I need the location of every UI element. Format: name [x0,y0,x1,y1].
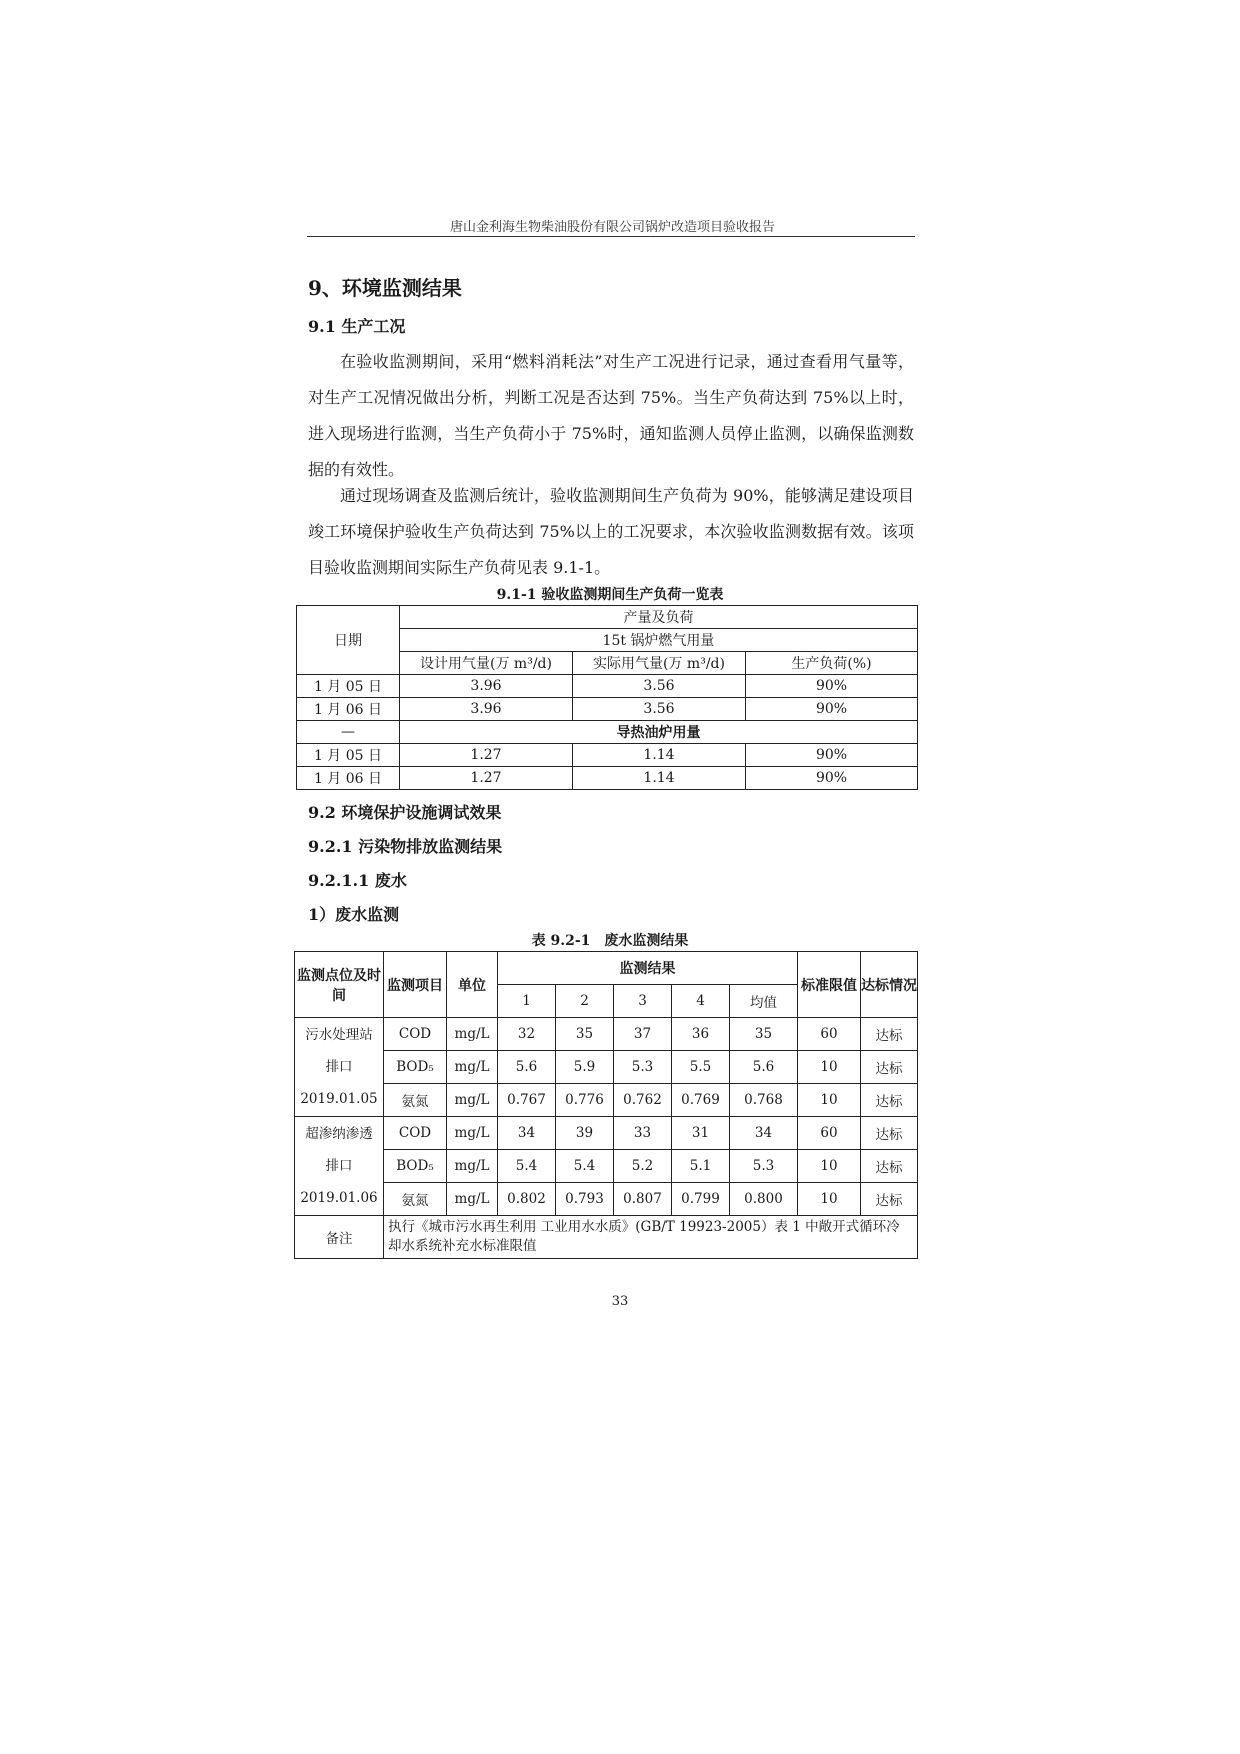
mean-cell: 5.6 [730,1051,798,1084]
date-header: 日期 [297,606,400,675]
table-9-2-1-caption: 表 9.2-1 废水监测结果 [531,933,689,949]
value-cell: 0.762 [614,1084,672,1117]
section-9-2-1-1-heading: 9.2.1.1 废水 [308,871,407,890]
design-gas-header: 设计用气量(万 m³/d) [400,652,573,675]
value-cell: 32 [498,1018,556,1051]
page-number: 33 [611,1294,629,1309]
design-cell: 3.96 [400,698,573,721]
dash-cell: — [297,721,400,744]
limit-cell: 60 [798,1117,861,1150]
limit-cell: 10 [798,1183,861,1216]
status-cell: 达标 [861,1051,918,1084]
limit-cell: 60 [798,1018,861,1051]
load-header: 生产负荷(%) [746,652,918,675]
table-row [295,1018,918,1051]
sub-col-header: 均值 [730,985,798,1018]
actual-gas-header: 实际用气量(万 m³/d) [573,652,746,675]
item-cell: COD [384,1117,447,1150]
table-row [297,698,918,721]
results-header: 监测结果 [498,952,798,985]
mean-cell: 5.3 [730,1150,798,1183]
load-cell: 90% [746,744,918,767]
value-cell: 0.769 [672,1084,730,1117]
status-cell: 达标 [861,1183,918,1216]
item-cell: 氨氮 [384,1084,447,1117]
value-cell: 0.767 [498,1084,556,1117]
unit-cell: mg/L [447,1183,498,1216]
site-line: 排口 [325,1158,353,1174]
paragraph-1: 在验收监测期间，采用“燃料消耗法”对生产工况进行记录，通过查看用气量等，对生产工况情况做出分析，判断工况是否达到 75%。当生产负荷达到 75%以上时，进入现场进行监测，当生产负荷小于 75%时，通知监测人员停止监测，以确保监测数据的有效性。 [308,352,914,479]
table-row [295,1183,918,1216]
value-cell: 5.4 [556,1150,614,1183]
production-load-table [296,605,918,790]
status-cell: 达标 [861,1117,918,1150]
mean-cell: 34 [730,1117,798,1150]
section-9-heading: 9、环境监测结果 [308,276,462,300]
status-cell: 达标 [861,1084,918,1117]
note-label: 备注 [295,1216,384,1259]
wastewater-monitoring-table [294,951,918,1259]
date-cell: 1 月 05 日 [297,675,400,698]
limit-header: 标准限值 [798,952,861,1018]
site-cell [295,1018,384,1117]
value-cell: 34 [498,1117,556,1150]
sub-col-header: 2 [556,985,614,1018]
table-9-1-1-caption: 9.1-1 验收监测期间生产负荷一览表 [496,587,724,603]
table-row [295,1117,918,1150]
value-cell: 0.802 [498,1183,556,1216]
date-cell: 1 月 05 日 [297,744,400,767]
value-cell: 5.1 [672,1150,730,1183]
actual-cell: 3.56 [573,675,746,698]
site-line: 排口 [325,1059,353,1075]
value-cell: 0.807 [614,1183,672,1216]
sub-col-header: 3 [614,985,672,1018]
section-9-2-heading: 9.2 环境保护设施调试效果 [308,803,502,822]
table-row [295,1051,918,1084]
paragraph-2: 通过现场调查及监测后统计，验收监测期间生产负荷为 90%，能够满足建设项目竣工环境保护验收生产负荷达到 75%以上的工况要求，本次验收监测数据有效。该项目验收监测期间实际生产负荷见表 9.1-1。 [308,486,914,577]
actual-cell: 1.14 [573,744,746,767]
actual-cell: 3.56 [573,698,746,721]
status-cell: 达标 [861,1150,918,1183]
value-cell: 5.3 [614,1051,672,1084]
header-rule [307,236,915,237]
load-cell: 90% [746,767,918,790]
value-cell: 5.6 [498,1051,556,1084]
mean-cell: 35 [730,1018,798,1051]
limit-cell: 10 [798,1150,861,1183]
status-header: 达标情况 [861,952,918,1018]
mean-cell: 0.768 [730,1084,798,1117]
unit-cell: mg/L [447,1150,498,1183]
value-cell: 5.9 [556,1051,614,1084]
site-line: 超渗纳渗透 [305,1126,373,1142]
item-cell: COD [384,1018,447,1051]
date-cell: 1 月 06 日 [297,767,400,790]
value-cell: 33 [614,1117,672,1150]
table-row [295,1084,918,1117]
site-cell [295,1117,384,1216]
boiler-header: 15t 锅炉燃气用量 [400,629,918,652]
value-cell: 36 [672,1018,730,1051]
site-line: 污水处理站 [305,1027,373,1043]
actual-cell: 1.14 [573,767,746,790]
section-9-2-1-heading: 9.2.1 污染物排放监测结果 [308,837,503,856]
site-line: 2019.01.05 [300,1091,378,1107]
section-9-1-heading: 9.1 生产工况 [308,317,406,336]
value-cell: 5.2 [614,1150,672,1183]
limit-cell: 10 [798,1084,861,1117]
design-cell: 1.27 [400,767,573,790]
table-row [297,767,918,790]
unit-cell: mg/L [447,1084,498,1117]
value-cell: 37 [614,1018,672,1051]
oil-header: 导热油炉用量 [400,721,918,744]
site-header: 监测点位及时间 [295,952,384,1018]
unit-cell: mg/L [447,1018,498,1051]
item-header: 监测项目 [384,952,447,1018]
value-cell: 5.5 [672,1051,730,1084]
value-cell: 0.793 [556,1183,614,1216]
site-line: 2019.01.06 [300,1190,378,1206]
status-cell: 达标 [861,1018,918,1051]
load-cell: 90% [746,698,918,721]
table-row [295,1150,918,1183]
sub-col-header: 4 [672,985,730,1018]
item-1-heading: 1）废水监测 [308,905,400,924]
design-cell: 3.96 [400,675,573,698]
group-header: 产量及负荷 [400,606,918,629]
table-row [297,744,918,767]
value-cell: 0.776 [556,1084,614,1117]
sub-col-header: 1 [498,985,556,1018]
note-row [295,1216,918,1259]
unit-header: 单位 [447,952,498,1018]
value-cell: 5.4 [498,1150,556,1183]
limit-cell: 10 [798,1051,861,1084]
unit-cell: mg/L [447,1051,498,1084]
note-text: 执行《城市污水再生利用 工业用水水质》(GB/T 19923-2005）表 1 中敞开式循环冷却水系统补充水标准限值 [384,1216,918,1259]
value-cell: 39 [556,1117,614,1150]
value-cell: 31 [672,1117,730,1150]
table-row [297,675,918,698]
value-cell: 35 [556,1018,614,1051]
date-cell: 1 月 06 日 [297,698,400,721]
design-cell: 1.27 [400,744,573,767]
mean-cell: 0.800 [730,1183,798,1216]
unit-cell: mg/L [447,1117,498,1150]
running-header: 唐山金利海生物柴油股份有限公司锅炉改造项目验收报告 [449,220,775,235]
load-cell: 90% [746,675,918,698]
item-cell: BOD₅ [384,1051,447,1084]
item-cell: 氨氮 [384,1183,447,1216]
item-cell: BOD₅ [384,1150,447,1183]
value-cell: 0.799 [672,1183,730,1216]
